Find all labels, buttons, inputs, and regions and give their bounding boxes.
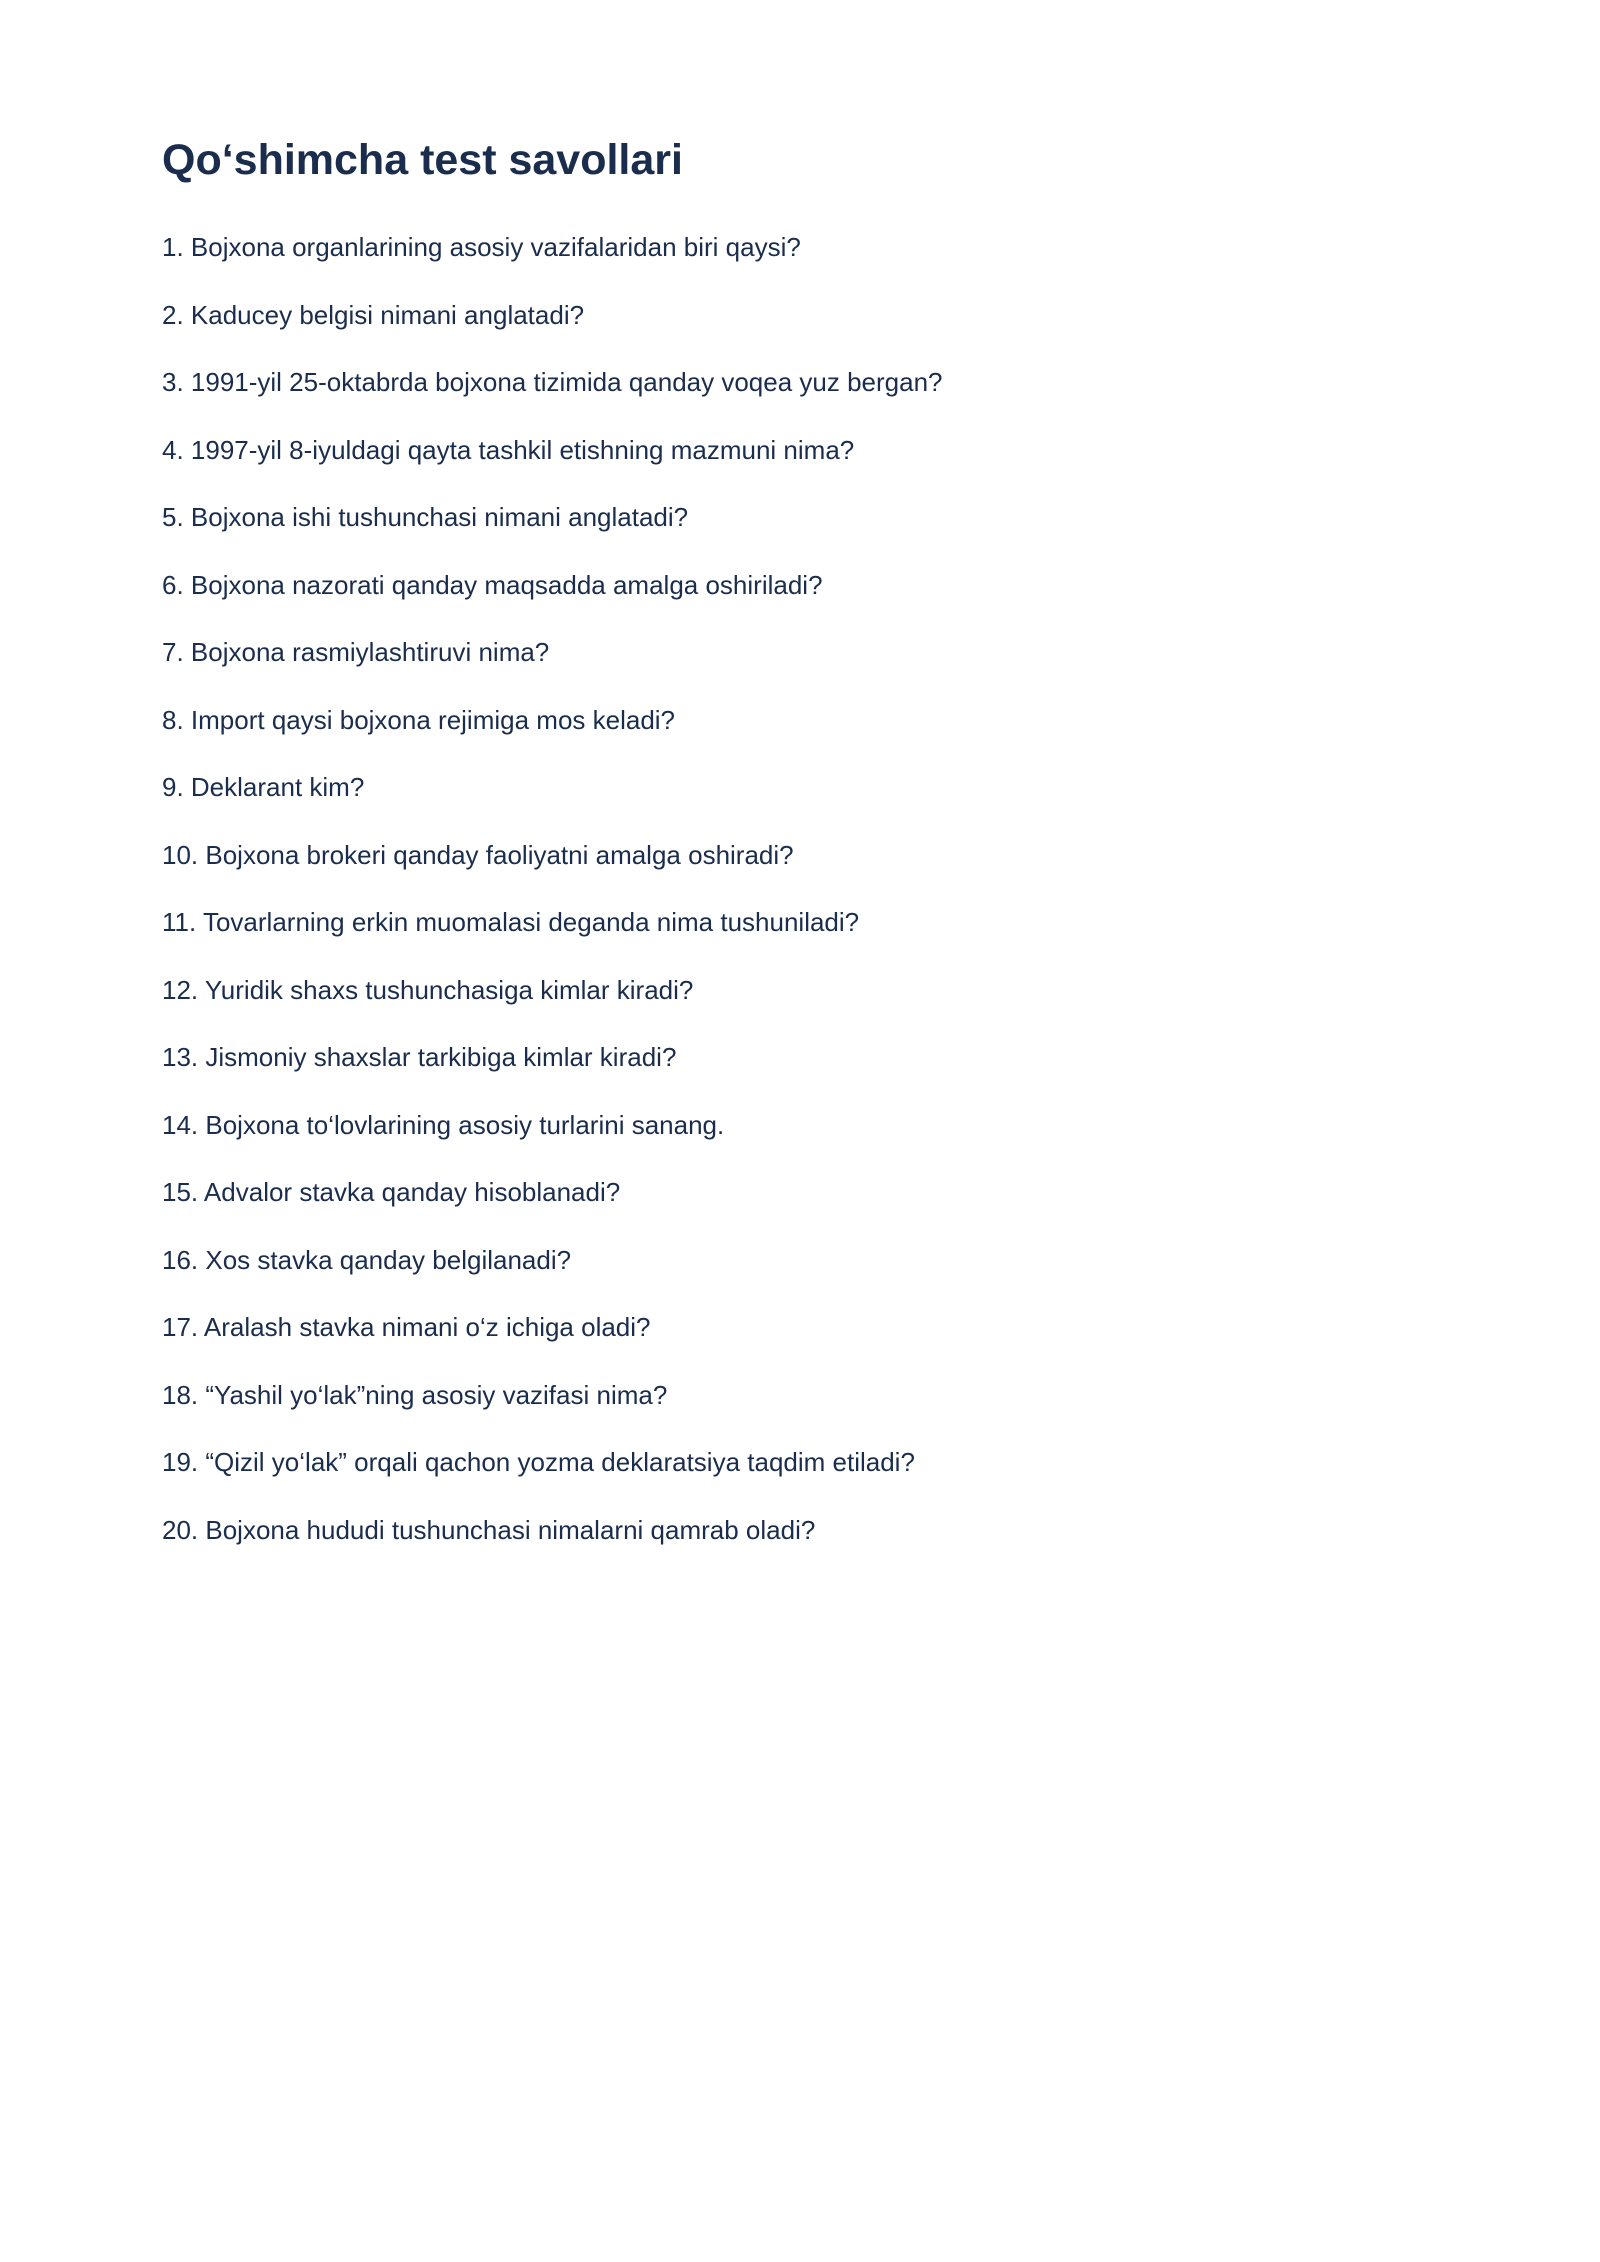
document-content — [162, 132, 1438, 1581]
question-list — [162, 231, 1438, 1546]
question-item-3: 3. 1991-yil 25-oktabrda bojxona tizimida qanday voqea yuz bergan? — [162, 367, 943, 397]
question-item-19: 19. “Qizil yo‘lak” orqali qachon yozma deklaratsiya taqdim etiladi? — [162, 1447, 915, 1477]
question-item-13: 13. Jismoniy shaxslar tarkibiga kimlar kiradi? — [162, 1042, 677, 1072]
page-title: Qo‘shimcha test savollari — [162, 136, 683, 184]
question-item-2: 2. Kaducey belgisi nimani anglatadi? — [162, 299, 585, 330]
question-item-10: 10. Bojxona brokeri qanday faoliyatni amalga oshiradi? — [162, 839, 794, 870]
question-item-6: 6. Bojxona nazorati qanday maqsadda amalga oshiriladi? — [162, 569, 823, 600]
question-item-1: 1. Bojxona organlarining asosiy vazifalaridan biri qaysi? — [162, 232, 801, 262]
question-item-16: 16. Xos stavka qanday belgilanadi? — [162, 1244, 572, 1275]
question-item-9: 9. Deklarant kim? — [162, 772, 365, 802]
question-item-11: 11. Tovarlarning erkin muomalasi deganda nima tushuniladi? — [162, 907, 860, 937]
question-item-14: 14. Bojxona to‘lovlarining asosiy turlarini sanang. — [162, 1109, 725, 1140]
question-item-18: 18. “Yashil yo‘lak”ning asosiy vazifasi nima? — [162, 1379, 668, 1410]
question-item-17: 17. Aralash stavka nimani o‘z ichiga oladi? — [162, 1312, 651, 1342]
question-item-8: 8. Import qaysi bojxona rejimiga mos keladi? — [162, 704, 676, 735]
question-item-15: 15. Advalor stavka qanday hisoblanadi? — [162, 1177, 621, 1207]
question-item-20: 20. Bojxona hududi tushunchasi nimalarni qamrab oladi? — [162, 1514, 816, 1545]
question-item-4: 4. 1997-yil 8-iyuldagi qayta tashkil etishning mazmuni nima? — [162, 434, 855, 465]
question-item-7: 7. Bojxona rasmiylashtiruvi nima? — [162, 637, 550, 667]
question-item-12: 12. Yuridik shaxs tushunchasiga kimlar kiradi? — [162, 974, 694, 1005]
question-item-5: 5. Bojxona ishi tushunchasi nimani anglatadi? — [162, 502, 689, 532]
